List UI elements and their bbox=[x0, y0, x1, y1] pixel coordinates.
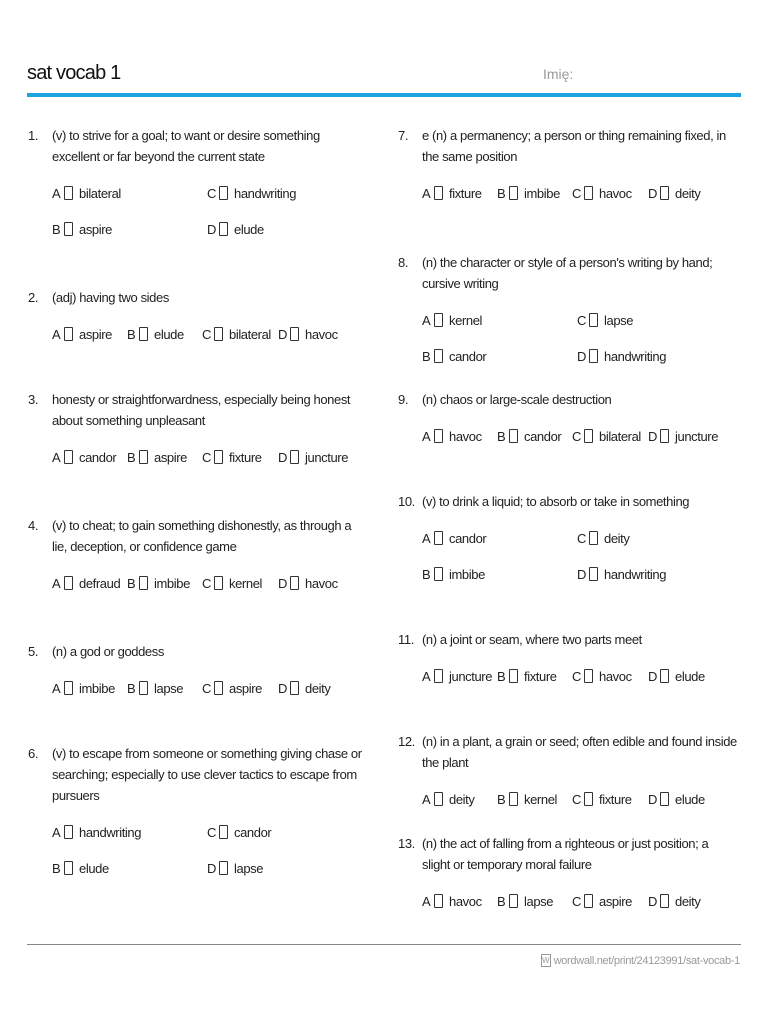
option-word: bilateral bbox=[599, 428, 641, 444]
question-10 bbox=[398, 491, 738, 586]
option-letter: B bbox=[422, 566, 431, 582]
question-prompt bbox=[398, 833, 738, 875]
option-letter: D bbox=[278, 326, 287, 342]
option-word: handwriting bbox=[79, 824, 142, 840]
checkbox[interactable] bbox=[434, 531, 443, 545]
question-number: 2. bbox=[28, 290, 39, 305]
checkbox[interactable] bbox=[219, 186, 228, 200]
option-letter: D bbox=[577, 348, 586, 364]
checkbox[interactable] bbox=[584, 669, 593, 683]
option-letter: B bbox=[497, 791, 506, 807]
answer-options bbox=[422, 183, 738, 205]
question-text: honesty or straightforwardness, especially being honest about something unpleasant bbox=[52, 392, 351, 428]
option-letter: A bbox=[422, 312, 431, 328]
option-letter: D bbox=[278, 680, 287, 696]
answer-option-b[interactable] bbox=[52, 219, 112, 239]
option-word: elude bbox=[79, 860, 109, 876]
checkbox[interactable] bbox=[290, 450, 299, 464]
checkbox[interactable] bbox=[139, 681, 148, 695]
question-5 bbox=[28, 641, 368, 700]
option-word: aspire bbox=[154, 449, 188, 465]
option-letter: B bbox=[497, 185, 506, 201]
checkbox[interactable] bbox=[660, 792, 669, 806]
option-word: aspire bbox=[79, 326, 113, 342]
option-letter: D bbox=[648, 185, 657, 201]
option-letter: C bbox=[572, 428, 581, 444]
answer-option-d[interactable] bbox=[648, 891, 700, 911]
option-letter: A bbox=[52, 185, 61, 201]
question-11 bbox=[398, 629, 738, 688]
option-letter: C bbox=[572, 668, 581, 684]
question-text: (v) to drink a liquid; to absorb or take in something bbox=[422, 494, 690, 509]
checkbox[interactable] bbox=[584, 894, 593, 908]
checkbox[interactable] bbox=[214, 681, 223, 695]
question-text: (n) in a plant, a grain or seed; often edible and found inside the plant bbox=[422, 734, 737, 770]
answer-option-a[interactable] bbox=[422, 183, 482, 203]
option-word: candor bbox=[449, 348, 487, 364]
checkbox[interactable] bbox=[434, 669, 443, 683]
answer-options bbox=[422, 310, 738, 368]
question-text: (adj) having two sides bbox=[52, 290, 169, 305]
question-number: 1. bbox=[28, 128, 39, 143]
option-letter: D bbox=[648, 668, 657, 684]
option-letter: D bbox=[207, 221, 216, 237]
option-letter: C bbox=[572, 893, 581, 909]
option-word: candor bbox=[79, 449, 117, 465]
question-text: (n) the act of falling from a righteous or just position; a slight or temporary moral failure bbox=[422, 836, 709, 872]
option-letter: D bbox=[278, 575, 287, 591]
option-word: candor bbox=[449, 530, 487, 546]
question-text: (n) a god or goddess bbox=[52, 644, 164, 659]
option-word: fixture bbox=[449, 185, 482, 201]
option-word: imbibe bbox=[79, 680, 115, 696]
question-6 bbox=[28, 743, 368, 880]
option-letter: C bbox=[207, 824, 216, 840]
answer-option-b[interactable] bbox=[127, 678, 183, 698]
checkbox[interactable] bbox=[434, 313, 443, 327]
option-word: kernel bbox=[524, 791, 558, 807]
checkbox[interactable] bbox=[214, 576, 223, 590]
name-label: Imię: bbox=[543, 66, 574, 82]
question-number: 5. bbox=[28, 644, 39, 659]
checkbox[interactable] bbox=[509, 792, 518, 806]
option-word: handwriting bbox=[234, 185, 297, 201]
checkbox[interactable] bbox=[64, 681, 73, 695]
option-letter: D bbox=[648, 893, 657, 909]
option-word: deity bbox=[449, 791, 475, 807]
checkbox[interactable] bbox=[589, 567, 598, 581]
answer-option-a[interactable] bbox=[52, 822, 141, 842]
option-word: fixture bbox=[524, 668, 557, 684]
answer-option-a[interactable] bbox=[52, 324, 112, 344]
checkbox[interactable] bbox=[509, 894, 518, 908]
checkbox[interactable] bbox=[64, 222, 73, 236]
checkbox[interactable] bbox=[509, 429, 518, 443]
option-word: imbibe bbox=[449, 566, 485, 582]
checkbox[interactable] bbox=[589, 349, 598, 363]
answer-options bbox=[52, 678, 368, 700]
page-title: sat vocab 1 bbox=[27, 62, 121, 84]
answer-option-b[interactable] bbox=[497, 666, 557, 686]
option-letter: A bbox=[52, 575, 61, 591]
option-word: deity bbox=[675, 893, 701, 909]
option-word: imbibe bbox=[524, 185, 560, 201]
question-1 bbox=[28, 125, 368, 241]
option-word: handwriting bbox=[604, 348, 667, 364]
question-number: 10. bbox=[398, 494, 415, 509]
option-letter: D bbox=[648, 791, 657, 807]
checkbox[interactable] bbox=[219, 825, 228, 839]
answer-option-a[interactable] bbox=[422, 789, 474, 809]
option-letter: C bbox=[202, 326, 211, 342]
checkbox[interactable] bbox=[434, 792, 443, 806]
option-word: bilateral bbox=[229, 326, 271, 342]
option-word: lapse bbox=[524, 893, 554, 909]
question-prompt bbox=[398, 252, 738, 294]
option-word: havoc bbox=[449, 893, 482, 909]
answer-options bbox=[52, 573, 368, 595]
question-2 bbox=[28, 287, 368, 346]
option-letter: D bbox=[577, 566, 586, 582]
question-prompt bbox=[28, 515, 368, 557]
answer-option-c[interactable] bbox=[202, 324, 271, 344]
checkbox[interactable] bbox=[434, 894, 443, 908]
answer-option-c[interactable] bbox=[202, 678, 262, 698]
option-word: deity bbox=[675, 185, 701, 201]
header bbox=[27, 62, 741, 92]
answer-option-d[interactable] bbox=[278, 573, 338, 593]
question-3 bbox=[28, 389, 368, 469]
answer-option-c[interactable] bbox=[572, 789, 632, 809]
question-number: 8. bbox=[398, 255, 409, 270]
answer-option-c[interactable] bbox=[572, 426, 641, 446]
option-word: fixture bbox=[599, 791, 632, 807]
option-letter: C bbox=[202, 575, 211, 591]
option-letter: B bbox=[127, 449, 136, 465]
answer-option-b[interactable] bbox=[127, 447, 187, 467]
question-12 bbox=[398, 731, 738, 811]
checkbox[interactable] bbox=[434, 429, 443, 443]
answer-options bbox=[52, 183, 368, 241]
question-text: (v) to cheat; to gain something dishonestly, as through a lie, deception, or confidence game bbox=[52, 518, 352, 554]
option-word: deity bbox=[305, 680, 331, 696]
header-divider bbox=[27, 93, 741, 97]
answer-option-c[interactable] bbox=[577, 528, 629, 548]
footer-url[interactable]: wordwall.net/print/24123991/sat-vocab-1 bbox=[553, 954, 740, 967]
option-letter: A bbox=[52, 824, 61, 840]
option-letter: B bbox=[127, 326, 136, 342]
question-prompt bbox=[398, 491, 738, 512]
checkbox[interactable] bbox=[434, 349, 443, 363]
answer-option-b[interactable] bbox=[422, 564, 485, 584]
option-letter: C bbox=[577, 530, 586, 546]
answer-option-d[interactable] bbox=[648, 789, 705, 809]
option-word: defraud bbox=[79, 575, 121, 591]
option-word: aspire bbox=[229, 680, 263, 696]
option-letter: D bbox=[648, 428, 657, 444]
option-letter: A bbox=[52, 680, 61, 696]
option-word: elude bbox=[675, 791, 705, 807]
option-letter: D bbox=[278, 449, 287, 465]
question-4 bbox=[28, 515, 368, 595]
option-letter: B bbox=[52, 221, 61, 237]
checkbox[interactable] bbox=[589, 531, 598, 545]
option-letter: D bbox=[207, 860, 216, 876]
question-prompt bbox=[28, 641, 368, 662]
checkbox[interactable] bbox=[290, 327, 299, 341]
answer-option-c[interactable] bbox=[207, 822, 271, 842]
answer-option-d[interactable] bbox=[577, 564, 666, 584]
option-word: deity bbox=[604, 530, 630, 546]
answer-options bbox=[52, 447, 368, 469]
checkbox[interactable] bbox=[660, 669, 669, 683]
checkbox[interactable] bbox=[219, 861, 228, 875]
option-word: lapse bbox=[234, 860, 264, 876]
checkbox[interactable] bbox=[660, 186, 669, 200]
option-letter: C bbox=[577, 312, 586, 328]
checkbox[interactable] bbox=[509, 186, 518, 200]
option-letter: C bbox=[572, 791, 581, 807]
checkbox[interactable] bbox=[64, 327, 73, 341]
answer-option-b[interactable] bbox=[127, 573, 190, 593]
answer-options bbox=[422, 789, 738, 811]
answer-option-a[interactable] bbox=[52, 678, 115, 698]
answer-option-c[interactable] bbox=[207, 183, 296, 203]
option-word: bilateral bbox=[79, 185, 121, 201]
option-letter: B bbox=[497, 668, 506, 684]
checkbox[interactable] bbox=[434, 567, 443, 581]
option-letter: B bbox=[497, 428, 506, 444]
checkbox[interactable] bbox=[139, 576, 148, 590]
answer-option-d[interactable] bbox=[207, 219, 264, 239]
checkbox[interactable] bbox=[290, 681, 299, 695]
option-word: juncture bbox=[449, 668, 493, 684]
option-letter: B bbox=[497, 893, 506, 909]
answer-option-a[interactable] bbox=[422, 891, 482, 911]
answer-option-b[interactable] bbox=[422, 346, 486, 366]
answer-option-b[interactable] bbox=[497, 789, 557, 809]
question-number: 4. bbox=[28, 518, 39, 533]
answer-option-c[interactable] bbox=[572, 891, 632, 911]
answer-option-d[interactable] bbox=[648, 666, 705, 686]
checkbox[interactable] bbox=[214, 327, 223, 341]
checkbox[interactable] bbox=[584, 186, 593, 200]
option-letter: A bbox=[422, 185, 431, 201]
checkbox[interactable] bbox=[660, 429, 669, 443]
option-word: juncture bbox=[305, 449, 349, 465]
option-word: kernel bbox=[449, 312, 483, 328]
question-prompt bbox=[28, 389, 368, 431]
answer-option-a[interactable] bbox=[52, 183, 121, 203]
option-letter: A bbox=[422, 668, 431, 684]
option-letter: A bbox=[422, 428, 431, 444]
checkbox[interactable] bbox=[219, 222, 228, 236]
question-text: (v) to strive for a goal; to want or desire something excellent or far beyond the current state bbox=[52, 128, 320, 164]
answer-option-c[interactable] bbox=[572, 183, 632, 203]
question-13 bbox=[398, 833, 738, 913]
option-letter: A bbox=[422, 530, 431, 546]
answer-option-a[interactable] bbox=[422, 310, 482, 330]
option-word: juncture bbox=[675, 428, 719, 444]
footer-divider bbox=[27, 944, 741, 945]
checkbox[interactable] bbox=[64, 861, 73, 875]
option-letter: A bbox=[422, 893, 431, 909]
question-8 bbox=[398, 252, 738, 368]
checkbox[interactable] bbox=[434, 186, 443, 200]
option-word: elude bbox=[154, 326, 184, 342]
option-word: aspire bbox=[599, 893, 633, 909]
answer-option-a[interactable] bbox=[422, 528, 486, 548]
option-letter: B bbox=[127, 680, 136, 696]
question-number: 6. bbox=[28, 746, 39, 761]
question-number: 7. bbox=[398, 128, 409, 143]
question-prompt bbox=[398, 629, 738, 650]
question-prompt bbox=[398, 731, 738, 773]
question-number: 9. bbox=[398, 392, 409, 407]
option-word: candor bbox=[234, 824, 272, 840]
question-number: 13. bbox=[398, 836, 415, 851]
question-number: 11. bbox=[398, 632, 414, 647]
option-word: kernel bbox=[229, 575, 263, 591]
option-word: elude bbox=[675, 668, 705, 684]
option-word: aspire bbox=[79, 221, 113, 237]
answer-option-c[interactable] bbox=[202, 447, 262, 467]
option-letter: B bbox=[422, 348, 431, 364]
checkbox[interactable] bbox=[584, 429, 593, 443]
checkbox[interactable] bbox=[64, 576, 73, 590]
answer-option-b[interactable] bbox=[497, 426, 561, 446]
question-text: (v) to escape from someone or something giving chase or searching; especially to use clever tactics to escape from pursuers bbox=[52, 746, 362, 803]
option-word: elude bbox=[234, 221, 264, 237]
option-word: havoc bbox=[599, 668, 632, 684]
answer-option-b[interactable] bbox=[497, 891, 553, 911]
answer-option-a[interactable] bbox=[52, 447, 116, 467]
option-letter: C bbox=[202, 449, 211, 465]
answer-option-d[interactable] bbox=[278, 324, 338, 344]
answer-option-c[interactable] bbox=[202, 573, 262, 593]
wordwall-logo-icon: W bbox=[541, 956, 550, 965]
option-word: lapse bbox=[154, 680, 184, 696]
answer-options bbox=[422, 528, 738, 586]
question-prompt bbox=[398, 125, 738, 167]
answer-option-d[interactable] bbox=[278, 447, 348, 467]
option-word: handwriting bbox=[604, 566, 667, 582]
answer-option-d[interactable] bbox=[207, 858, 263, 878]
option-letter: B bbox=[52, 860, 61, 876]
answer-options bbox=[52, 822, 368, 880]
checkbox[interactable] bbox=[589, 313, 598, 327]
option-letter: C bbox=[572, 185, 581, 201]
answer-option-a[interactable] bbox=[422, 666, 492, 686]
option-word: candor bbox=[524, 428, 562, 444]
option-word: imbibe bbox=[154, 575, 190, 591]
answer-option-d[interactable] bbox=[278, 678, 330, 698]
question-prompt bbox=[28, 743, 368, 806]
checkbox[interactable] bbox=[64, 186, 73, 200]
checkbox[interactable] bbox=[139, 450, 148, 464]
question-text: e (n) a permanency; a person or thing remaining fixed, in the same position bbox=[422, 128, 726, 164]
checkbox[interactable] bbox=[509, 669, 518, 683]
answer-option-c[interactable] bbox=[572, 666, 632, 686]
answer-option-d[interactable] bbox=[648, 426, 718, 446]
checkbox[interactable] bbox=[290, 576, 299, 590]
checkbox[interactable] bbox=[214, 450, 223, 464]
question-prompt bbox=[28, 287, 368, 308]
question-prompt bbox=[28, 125, 368, 167]
option-letter: A bbox=[422, 791, 431, 807]
option-word: havoc bbox=[305, 326, 338, 342]
answer-option-a[interactable] bbox=[52, 573, 120, 593]
answer-options bbox=[422, 426, 738, 448]
question-text: (n) a joint or seam, where two parts meet bbox=[422, 632, 642, 647]
answer-options bbox=[52, 324, 368, 346]
question-text: (n) the character or style of a person's writing by hand; cursive writing bbox=[422, 255, 713, 291]
option-letter: C bbox=[207, 185, 216, 201]
answer-options bbox=[422, 891, 738, 913]
option-word: havoc bbox=[599, 185, 632, 201]
option-word: havoc bbox=[305, 575, 338, 591]
question-9 bbox=[398, 389, 738, 448]
option-letter: C bbox=[202, 680, 211, 696]
option-letter: A bbox=[52, 326, 61, 342]
option-word: fixture bbox=[229, 449, 262, 465]
question-number: 12. bbox=[398, 734, 415, 749]
answer-option-d[interactable] bbox=[648, 183, 700, 203]
answer-option-b[interactable] bbox=[52, 858, 109, 878]
option-letter: B bbox=[127, 575, 136, 591]
answer-option-b[interactable] bbox=[127, 324, 184, 344]
question-number: 3. bbox=[28, 392, 39, 407]
option-word: havoc bbox=[449, 428, 482, 444]
checkbox[interactable] bbox=[660, 894, 669, 908]
checkbox[interactable] bbox=[64, 450, 73, 464]
option-letter: A bbox=[52, 449, 61, 465]
answer-option-a[interactable] bbox=[422, 426, 482, 446]
checkbox[interactable] bbox=[64, 825, 73, 839]
answer-option-b[interactable] bbox=[497, 183, 560, 203]
question-7 bbox=[398, 125, 738, 205]
question-prompt bbox=[398, 389, 738, 410]
option-word: lapse bbox=[604, 312, 634, 328]
answer-option-c[interactable] bbox=[577, 310, 633, 330]
checkbox[interactable] bbox=[139, 327, 148, 341]
answer-option-d[interactable] bbox=[577, 346, 666, 366]
footer bbox=[541, 954, 740, 967]
answer-options bbox=[422, 666, 738, 688]
checkbox[interactable] bbox=[584, 792, 593, 806]
question-text: (n) chaos or large-scale destruction bbox=[422, 392, 612, 407]
